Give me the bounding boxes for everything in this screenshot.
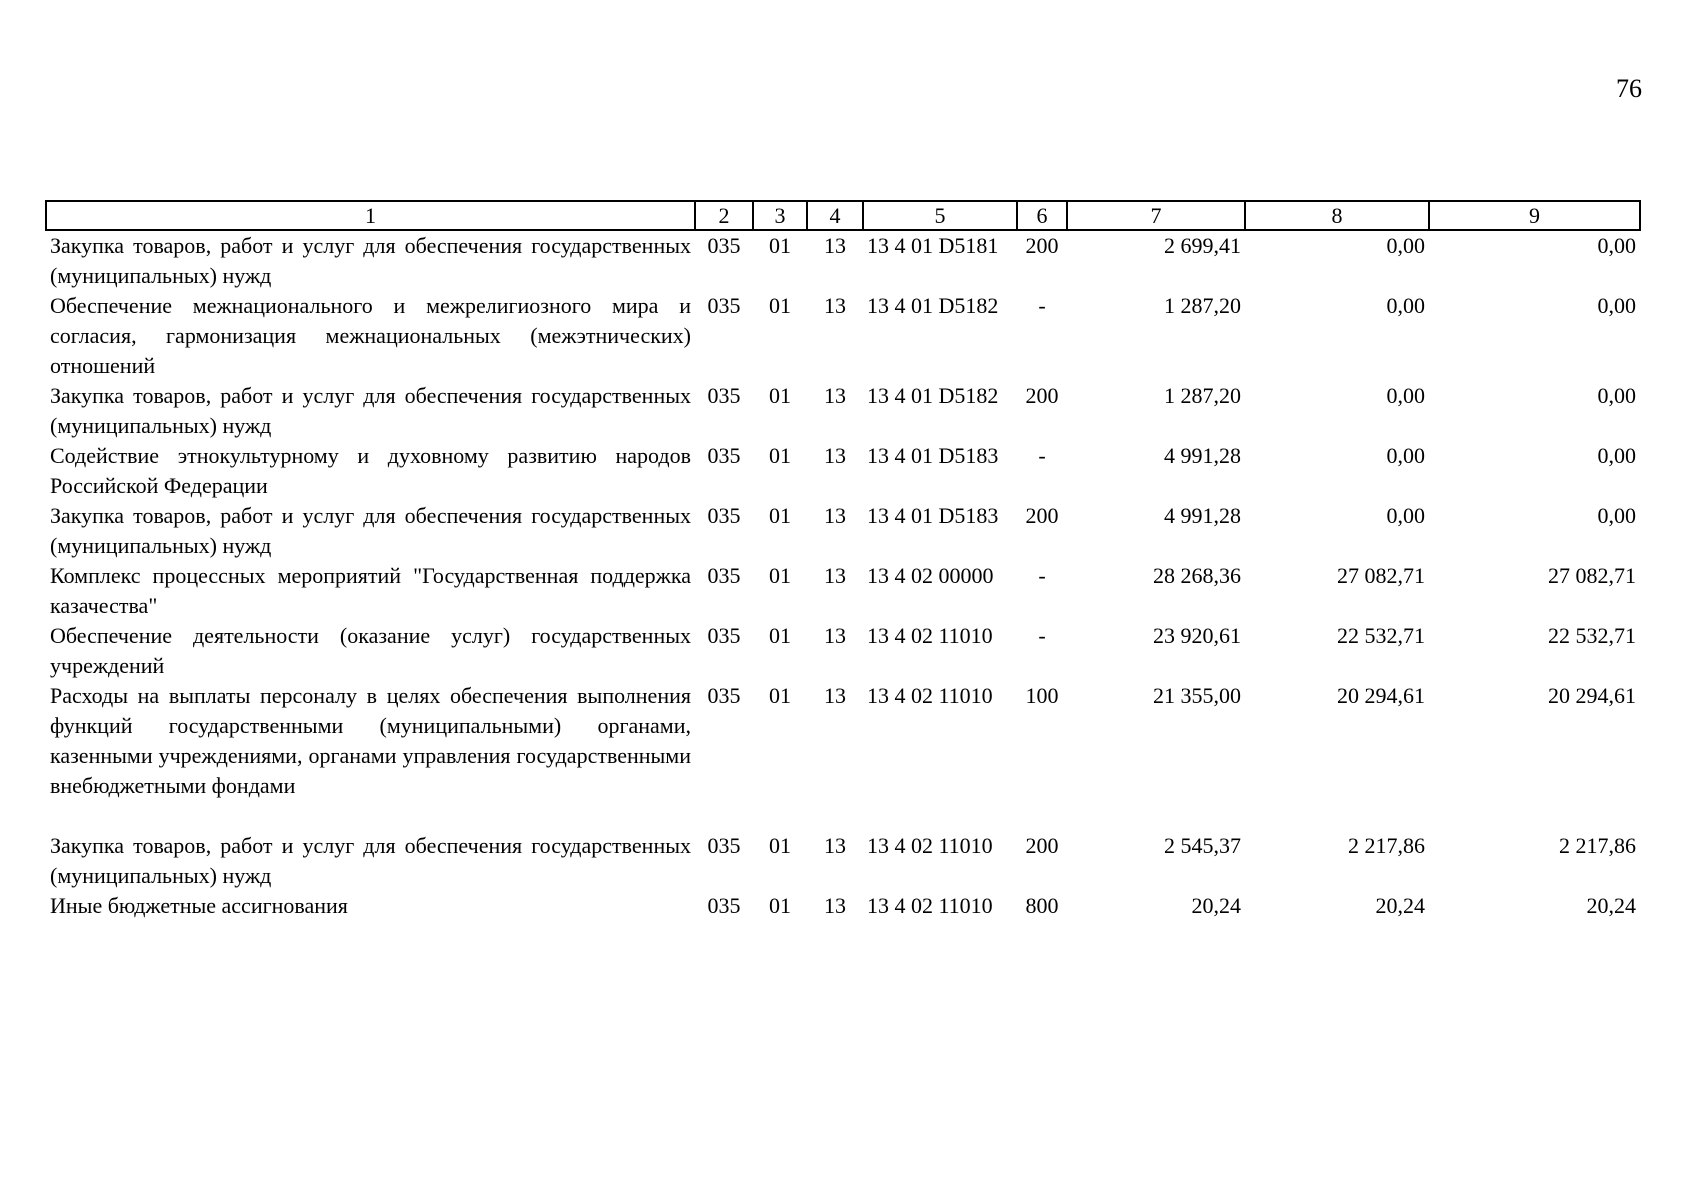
ministry-code: 035	[707, 383, 741, 408]
table-row	[46, 381, 1640, 441]
amount-col9: 27 082,71	[1548, 563, 1636, 588]
table-row	[46, 441, 1640, 501]
column-header-2: 2	[695, 201, 753, 230]
amount-col9: 0,00	[1597, 443, 1636, 468]
page-number: 76	[1616, 74, 1642, 103]
ministry-code: 035	[707, 683, 741, 708]
subsection-code: 13	[824, 893, 846, 918]
item-name: Закупка товаров, работ и услуг для обеспечения государственных (муниципальных) нужд	[50, 503, 691, 558]
section-code: 01	[769, 563, 791, 588]
target-article-code: 13 4 01 D5182	[867, 293, 999, 318]
table-row	[46, 621, 1640, 681]
amount-col9: 20 294,61	[1548, 683, 1636, 708]
amount-col8: 22 532,71	[1337, 623, 1425, 648]
item-name: Закупка товаров, работ и услуг для обеспечения государственных (муниципальных) нужд	[50, 383, 691, 438]
amount-col7: 1 287,20	[1164, 293, 1241, 318]
ministry-code: 035	[707, 503, 741, 528]
amount-col8: 0,00	[1386, 293, 1425, 318]
table-body	[46, 230, 1640, 921]
subsection-code: 13	[824, 623, 846, 648]
amount-col8: 20,24	[1375, 893, 1425, 918]
section-code: 01	[769, 683, 791, 708]
section-code: 01	[769, 503, 791, 528]
table-row	[46, 681, 1640, 831]
amount-col9: 0,00	[1597, 293, 1636, 318]
ministry-code: 035	[707, 563, 741, 588]
subsection-code: 13	[824, 443, 846, 468]
amount-col8: 0,00	[1386, 233, 1425, 258]
amount-col9: 0,00	[1597, 383, 1636, 408]
target-article-code: 13 4 01 D5181	[867, 233, 999, 258]
target-article-code: 13 4 02 11010	[867, 833, 993, 858]
expense-type-code: 800	[1025, 893, 1059, 918]
subsection-code: 13	[824, 293, 846, 318]
expense-type-code: 200	[1025, 503, 1059, 528]
amount-col9: 0,00	[1597, 503, 1636, 528]
subsection-code: 13	[824, 233, 846, 258]
amount-col7: 4 991,28	[1164, 443, 1241, 468]
ministry-code: 035	[707, 893, 741, 918]
item-name: Содействие этнокультурному и духовному развитию народов Российской Федерации	[50, 443, 691, 498]
table-header	[46, 201, 1640, 230]
amount-col7: 23 920,61	[1153, 623, 1241, 648]
target-article-code: 13 4 01 D5182	[867, 383, 999, 408]
table-row	[46, 831, 1640, 891]
budget-table	[45, 200, 1641, 921]
expense-type-code: 200	[1025, 833, 1059, 858]
subsection-code: 13	[824, 833, 846, 858]
ministry-code: 035	[707, 293, 741, 318]
target-article-code: 13 4 02 11010	[867, 683, 993, 708]
target-article-code: 13 4 02 11010	[867, 623, 993, 648]
column-header-4: 4	[807, 201, 863, 230]
column-header-7: 7	[1067, 201, 1245, 230]
amount-col7: 1 287,20	[1164, 383, 1241, 408]
column-header-9: 9	[1429, 201, 1640, 230]
column-header-8: 8	[1245, 201, 1429, 230]
item-name: Иные бюджетные ассигнования	[50, 893, 348, 918]
item-name: Обеспечение межнационального и межрелигиозного мира и согласия, гармонизация межнациональных (межэтнических) отношений	[50, 293, 691, 378]
ministry-code: 035	[707, 233, 741, 258]
column-header-1: 1	[46, 201, 695, 230]
section-code: 01	[769, 623, 791, 648]
column-header-6: 6	[1017, 201, 1067, 230]
header-row	[46, 201, 1640, 230]
section-code: 01	[769, 293, 791, 318]
column-header-5: 5	[863, 201, 1017, 230]
amount-col8: 27 082,71	[1337, 563, 1425, 588]
target-article-code: 13 4 01 D5183	[867, 443, 999, 468]
item-name: Закупка товаров, работ и услуг для обеспечения государственных (муниципальных) нужд	[50, 233, 691, 288]
amount-col9: 22 532,71	[1548, 623, 1636, 648]
amount-col8: 2 217,86	[1348, 833, 1425, 858]
amount-col9: 2 217,86	[1559, 833, 1636, 858]
section-code: 01	[769, 893, 791, 918]
ministry-code: 035	[707, 833, 741, 858]
ministry-code: 035	[707, 623, 741, 648]
amount-col8: 0,00	[1386, 503, 1425, 528]
amount-col7: 2 699,41	[1164, 233, 1241, 258]
amount-col9: 0,00	[1597, 233, 1636, 258]
expense-type-code: 100	[1025, 683, 1059, 708]
target-article-code: 13 4 02 00000	[867, 563, 994, 588]
section-code: 01	[769, 383, 791, 408]
amount-col7: 4 991,28	[1164, 503, 1241, 528]
table-row	[46, 291, 1640, 381]
amount-col7: 21 355,00	[1153, 683, 1241, 708]
table-row	[46, 561, 1640, 621]
subsection-code: 13	[824, 503, 846, 528]
amount-col7: 20,24	[1191, 893, 1241, 918]
section-code: 01	[769, 833, 791, 858]
column-header-3: 3	[753, 201, 807, 230]
amount-col7: 2 545,37	[1164, 833, 1241, 858]
section-code: 01	[769, 233, 791, 258]
table-row	[46, 230, 1640, 291]
expense-type-code: -	[1038, 623, 1046, 648]
section-code: 01	[769, 443, 791, 468]
target-article-code: 13 4 01 D5183	[867, 503, 999, 528]
expense-type-code: -	[1038, 293, 1046, 318]
item-name: Комплекс процессных мероприятий "Государственная поддержка казачества"	[50, 563, 691, 618]
table-row	[46, 891, 1640, 921]
expense-type-code: 200	[1025, 233, 1059, 258]
amount-col8: 0,00	[1386, 383, 1425, 408]
amount-col9: 20,24	[1586, 893, 1636, 918]
item-name: Расходы на выплаты персоналу в целях обеспечения выполнения функций государственными (муниципальными) органами, казенными учреждениями, органами управления государственными внебюджетными фондами	[50, 683, 691, 798]
subsection-code: 13	[824, 683, 846, 708]
target-article-code: 13 4 02 11010	[867, 893, 993, 918]
subsection-code: 13	[824, 563, 846, 588]
amount-col7: 28 268,36	[1153, 563, 1241, 588]
table-row	[46, 501, 1640, 561]
expense-type-code: -	[1038, 563, 1046, 588]
amount-col8: 0,00	[1386, 443, 1425, 468]
amount-col8: 20 294,61	[1337, 683, 1425, 708]
item-name: Обеспечение деятельности (оказание услуг) государственных учреждений	[50, 623, 691, 678]
subsection-code: 13	[824, 383, 846, 408]
expense-type-code: -	[1038, 443, 1046, 468]
expense-type-code: 200	[1025, 383, 1059, 408]
item-name: Закупка товаров, работ и услуг для обеспечения государственных (муниципальных) нужд	[50, 833, 691, 888]
ministry-code: 035	[707, 443, 741, 468]
